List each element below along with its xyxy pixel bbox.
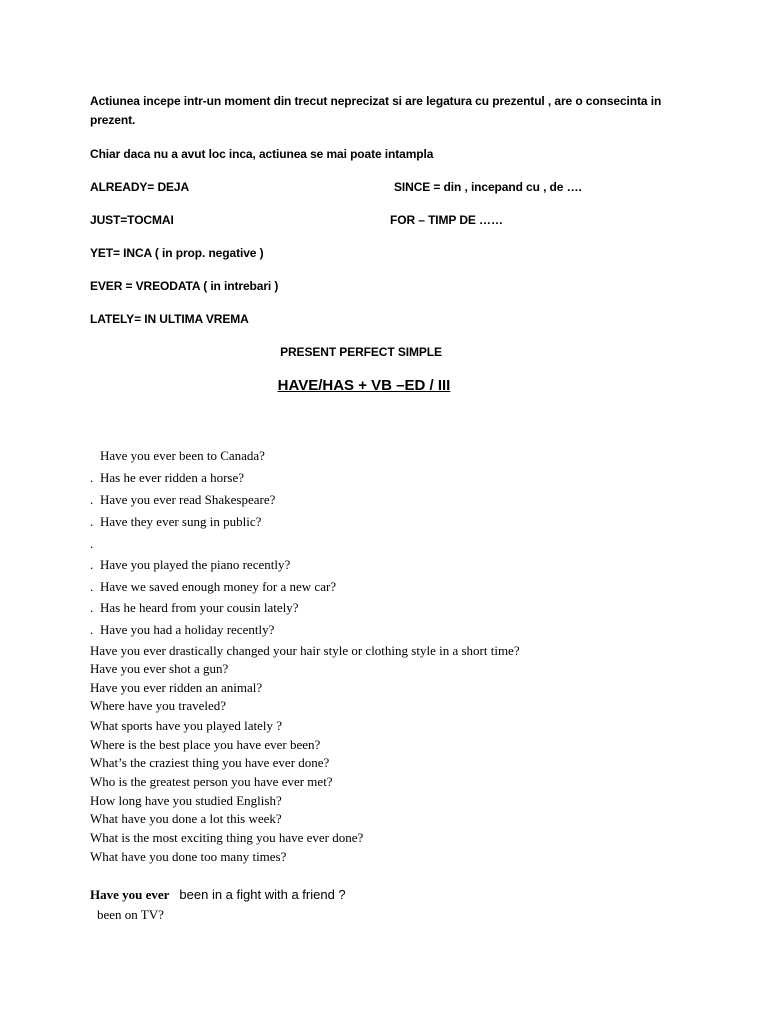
intro-paragraph: Actiunea incepe intr-un moment din trecut neprecizat si are legatura cu prezentul , are o consecinta in prezent. [90, 94, 662, 127]
question-line: Who is the greatest person you have ever met? [90, 774, 333, 789]
list-bullet: . [90, 579, 94, 594]
list-bullet: . [90, 470, 94, 485]
list-item [90, 447, 265, 465]
question-line: Where is the best place you have ever been? [90, 737, 321, 752]
exercise-item: been in a fight with a friend ? [179, 887, 346, 902]
question-line: Have you ever shot a gun? [90, 661, 229, 676]
list-item-text: Has he ever ridden a horse? [100, 470, 245, 485]
question-line: What sports have you played lately ? [90, 718, 283, 733]
question-line: What have you done too many times? [90, 849, 287, 864]
keyword-already: ALREADY= DEJA [90, 180, 190, 194]
list-item-text: Have you had a holiday recently? [100, 622, 275, 637]
keyword-just: JUST=TOCMAI [90, 213, 174, 227]
keyword-ever: EVER = VREODATA ( in intrebari ) [90, 279, 279, 293]
list-item [90, 535, 100, 553]
exercise-line [90, 886, 346, 904]
list-bullet: . [90, 514, 94, 529]
list-item [90, 469, 244, 487]
list-item-text: Have they ever sung in public? [100, 514, 262, 529]
intro-note: Chiar daca nu a avut loc inca, actiunea se mai poate intampla [90, 147, 434, 161]
list-bullet: . [90, 492, 94, 507]
tense-name: PRESENT PERFECT SIMPLE [280, 345, 442, 359]
keyword-for: FOR – TIMP DE …… [390, 213, 503, 227]
exercise-lead: Have you ever [90, 887, 170, 902]
list-item [90, 599, 299, 617]
list-item-text: Have you ever been to Canada? [100, 448, 265, 463]
question-line: How long have you studied English? [90, 793, 282, 808]
list-item [90, 621, 274, 639]
list-item [90, 513, 261, 531]
list-bullet: . [90, 557, 94, 572]
list-bullet: . [90, 600, 94, 615]
tense-formula: HAVE/HAS + VB –ED / III [277, 377, 451, 394]
keyword-lately: LATELY= IN ULTIMA VREMA [90, 312, 249, 326]
list-item [90, 578, 336, 596]
question-line: What is the most exciting thing you have ever done? [90, 830, 364, 845]
list-bullet: . [90, 536, 94, 551]
keyword-yet: YET= INCA ( in prop. negative ) [90, 246, 264, 260]
exercise-item: been on TV? [97, 907, 164, 922]
list-item-text: Has he heard from your cousin lately? [100, 600, 299, 615]
question-line: What have you done a lot this week? [90, 811, 282, 826]
list-item-text: Have you ever read Shakespeare? [100, 492, 276, 507]
question-line: What’s the craziest thing you have ever done? [90, 755, 330, 770]
question-line: Have you ever drastically changed your hair style or clothing style in a short time? [90, 643, 520, 658]
list-item [90, 556, 290, 574]
question-line: Have you ever ridden an animal? [90, 680, 263, 695]
keyword-since: SINCE = din , incepand cu , de …. [394, 180, 582, 194]
list-bullet: . [90, 622, 94, 637]
list-item [90, 491, 275, 509]
list-item-text: Have you played the piano recently? [100, 557, 291, 572]
list-item-text: Have we saved enough money for a new car? [100, 579, 337, 594]
question-line: Where have you traveled? [90, 698, 227, 713]
